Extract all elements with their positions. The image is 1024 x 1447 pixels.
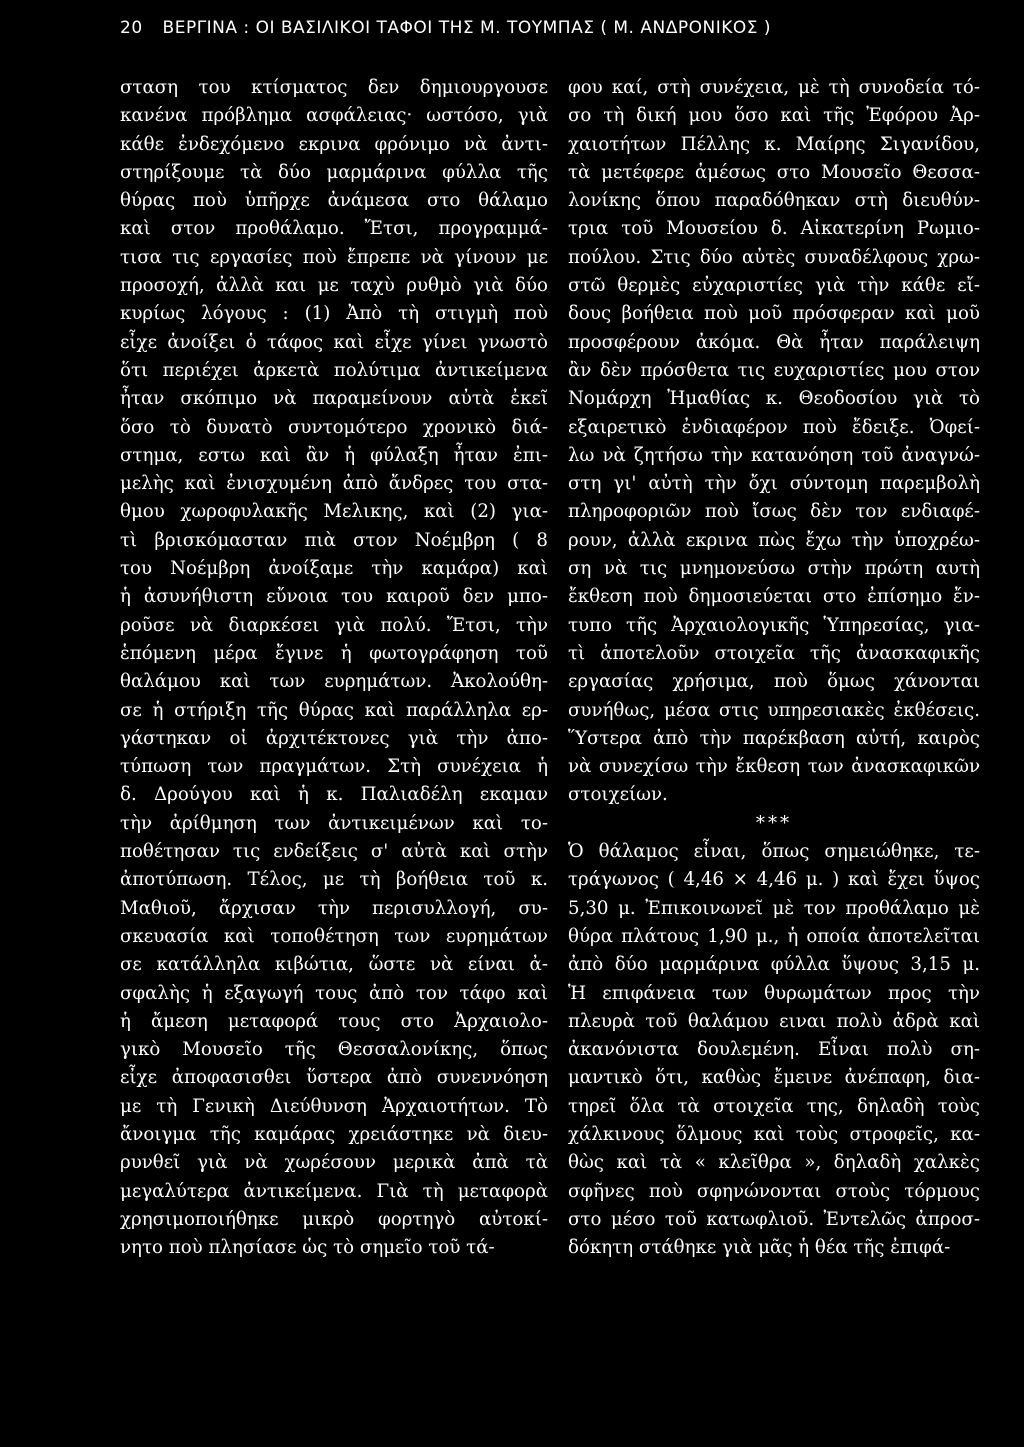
text-line: γάστηκαν οἱ ἀρχιτέκτονες γιὰ τὴν ἀπο- [120, 727, 548, 749]
text-line: ἂν δὲν πρόσθετα τις ευχαριστίες μου στον [568, 359, 980, 381]
text-line: ση νὰ τις μνημονεύσω στὴν πρώτη αυτὴ [568, 558, 980, 580]
text-line: στῶ θερμὲς εὐχαριστίες γιὰ τὴν κάθε εἴ- [568, 275, 980, 297]
text-line: χαιοτήτων Πέλλης κ. Μαίρης Σιγανίδου, [568, 133, 980, 155]
text-line: τράγωνος ( 4,46 × 4,46 μ. ) καὶ ἔχει ὕψος [568, 869, 980, 891]
text-line: σκευασία καὶ τοποθέτηση των ευρημάτων [120, 925, 548, 947]
text-line: ἑπόμενη μέρα ἔγινε ἡ φωτογράφηση τοῦ [120, 642, 548, 664]
page-number: 20 [120, 18, 143, 38]
text-line: ρυνθεῖ γιὰ νὰ χωρέσουν μερικὰ ἀπὰ τὰ [120, 1152, 548, 1174]
text-line: εἶχε ἀνοίξει ὁ τάφος καὶ εἶχε γίνει γνωστὸ [120, 331, 548, 353]
text-line: Ἡ επιφάνεια των θυρωμάτων προς τὴν [568, 982, 980, 1004]
text-line: ἡ ἀσυνήθιστη εὔνοια του καιροῦ δεν μπο- [120, 586, 548, 608]
text-line: μελὴς καὶ ἐνισχυμένη ἀπὸ ἄνδρες του στα- [120, 473, 548, 495]
text-line: θύρα πλάτους 1,90 μ., ἡ οποία ἀποτελεῖται [568, 925, 980, 947]
text-line: ἀκανόνιστα δουλεμένη. Εἶναι πολὺ ση- [568, 1039, 980, 1061]
text-line: τὴν ἀρίθμηση των ἀντικειμένων καὶ το- [120, 812, 548, 834]
text-line: ροῦσε νὰ διαρκέσει γιὰ πολύ. Ἔτσι, τὴν [120, 614, 548, 636]
text-line: μαντικὸ ὅτι, καθὼς ἔμεινε ἀνέπαφη, δια- [568, 1067, 980, 1089]
text-line: 5,30 μ. Ἐπικοινωνεῖ μὲ τον προθάλαμο μὲ [568, 897, 980, 919]
text-line: τυπο τῆς Ἀρχαιολογικῆς Ὑπηρεσίας, για- [568, 614, 980, 636]
text-line: προσοχή, ἀλλὰ και με ταχὺ ρυθμὸ γιὰ δύο [120, 275, 548, 297]
text-line: συνήθως, μέσα στις υπηρεσιακὲς ἐκθέσεις. [568, 699, 980, 721]
text-line: γικὸ Μουσεῖο τῆς Θεσσαλονίκης, ὅπως [120, 1039, 548, 1061]
text-line: πούλου. Στις δύο αὐτὲς συναδέλφους χρω- [568, 246, 980, 268]
text-line: μεγαλύτερα ἀντικείμενα. Γιὰ τὴ μεταφορὰ [120, 1180, 548, 1202]
text-line: στημα, εστω καὶ ἂν ἡ φύλαξη ἦταν ἐπι- [120, 444, 548, 466]
text-line: ἡ ἄμεση μεταφορά τους στο Ἀρχαιολο- [120, 1010, 548, 1032]
right-column [568, 74, 980, 1262]
text-line: τύπωση των πραγμάτων. Στὴ συνέχεια ἡ [120, 756, 548, 778]
text-line: τὶ ἀποτελοῦν στοιχεῖα τῆς ἀνασκαφικῆς [568, 642, 980, 664]
text-line: ἀποτύπωση. Τέλος, με τὴ βοήθεια τοῦ κ. [120, 869, 548, 891]
text-line: στηρίξουμε τὰ δύο μαρμάρινα φύλλα τῆς [120, 161, 548, 183]
text-line: πληροφοριῶν ποὺ ἴσως δὲν τον ενδιαφέ- [568, 501, 980, 523]
text-line: τρια τοῦ Μουσείου δ. Αἰκατερίνη Ρωμιο- [568, 218, 980, 240]
text-line: σφαλὴς ἡ εξαγωγή τους ἀπὸ τον τάφο καὶ [120, 982, 548, 1004]
text-line: ποθέτησαν τις ενδείξεις σ' αὐτὰ καὶ στὴν [120, 841, 548, 863]
text-line: Ὁ θάλαμος εἶναι, ὅπως σημειώθηκε, τε- [568, 841, 980, 863]
text-line: Νομάρχη Ἠμαθίας κ. Θεοδοσίου γιὰ τὸ [568, 388, 980, 410]
text-line: ἄνοιγμα τῆς καμάρας χρειάστηκε νὰ διευ- [120, 1123, 548, 1145]
text-line: προσφέρουν ἀκόμα. Θὰ ἦταν παράλειψη [568, 331, 980, 353]
text-line: νὰ συνεχίσω τὴν ἔκθεση των ἀνασκαφικῶν [568, 756, 980, 778]
text-line: σο τὴ δική μου ὅσο καὶ τῆς Ἐφόρου Ἀρ- [568, 105, 980, 127]
text-line: ἀπὸ δύο μαρμάρινα φύλλα ὕψους 3,15 μ. [568, 954, 980, 976]
text-line: του Νοέμβρη ἀνοίξαμε τὴν καμάρα) καὶ [120, 558, 548, 580]
text-line: δ. Δρούγου καὶ ἡ κ. Παλιαδέλη εκαμαν [120, 784, 548, 806]
text-line: ὅτι περιέχει ἀρκετὰ πολύτιμα ἀντικείμενα [120, 359, 548, 381]
running-title: ΒΕΡΓΙΝΑ : ΟΙ ΒΑΣΙΛΙΚΟΙ ΤΑΦΟΙ ΤΗΣ Μ. ΤΟΥΜΠΑΣ ( Μ. ΑΝΔΡΟΝΙΚΟΣ ) [162, 18, 772, 38]
text-line: με τὴ Γενικὴ Διεύθυνση Ἀρχαιοτήτων. Τὸ [120, 1095, 548, 1117]
text-line: δους βοήθεια ποὺ μοῦ πρόσφεραν καὶ μοῦ [568, 303, 980, 325]
text-line: θαλάμου καὶ των ευρημάτων. Ἀκολούθη- [120, 671, 548, 693]
text-line: θὼς καὶ τὰ « κλεῖθρα », δηλαδὴ χαλκὲς [568, 1152, 980, 1174]
text-line: σταση του κτίσματος δεν δημιουργουσε [120, 77, 548, 98]
text-line: ἦταν σκόπιμο νὰ παραμείνουν αὐτὰ ἐκεῖ [120, 388, 548, 410]
text-line: νητο ποὺ πλησίασε ὡς τὸ σημεῖο τοῦ τά- [120, 1237, 495, 1259]
text-line: στο μέσο τοῦ κατωφλιοῦ. Ἐντελῶς ἀπροσ- [568, 1208, 980, 1230]
left-column [120, 74, 548, 1262]
text-line: στοιχείων. [568, 784, 668, 806]
text-line: δόκητη στάθηκε γιὰ μᾶς ἡ θέα τῆς ἐπιφά- [568, 1237, 951, 1259]
text-line: ὅσο τὸ δυνατὸ συντομότερο χρονικὸ διά- [120, 416, 548, 438]
text-line: κυρίως λόγους : (1) Ἀπὸ τὴ στιγμὴ ποὺ [120, 303, 548, 325]
text-line: σε κατάλληλα κιβώτια, ὥστε νὰ είναι ἀ- [120, 954, 548, 976]
text-line: Μαθιοῦ, ἄρχισαν τὴν περισυλλογή, συ- [120, 897, 548, 919]
text-line: τὰ μετέφερε ἀμέσως στο Μουσεῖο Θεσσα- [568, 161, 980, 183]
text-line: κάθε ἐνδεχόμενο εκρινα φρόνιμο νὰ ἀντι- [120, 133, 548, 155]
text-line: τηρεῖ ὅλα τὰ στοιχεῖα της, δηλαδὴ τοὺς [568, 1095, 980, 1117]
text-line: θύρας ποὺ ὑπῆρχε ἀνάμεσα στο θάλαμο [120, 190, 548, 212]
text-line: σε ἡ στήριξη τῆς θύρας καὶ παράλληλα ερ- [120, 699, 548, 721]
text-line: χάλκινους ὅλμους καὶ τοὺς στροφεῖς, κα- [568, 1123, 980, 1145]
text-line: λονίκης ὅπου παραδόθηκαν στὴ διευθύν- [568, 190, 980, 212]
text-line: εργασίας χρήσιμα, ποὺ ὅμως χάνονται [568, 671, 980, 693]
text-line: τὶ βρισκόμασταν πιὰ στον Νοέμβρη ( 8 [120, 529, 548, 551]
text-line: φου καί, στὴ συνέχεια, μὲ τὴ συνοδεία τό- [568, 77, 980, 98]
text-line: εἶχε ἀποφασισθει ὕστερα ἀπὸ συνεννόηση [120, 1067, 548, 1089]
text-line: καὶ στον προθάλαμο. Ἔτσι, προγραμμά- [120, 218, 548, 240]
text-line: τισα τις εργασίες ποὺ ἔπρεπε νὰ γίνουν με [120, 246, 548, 268]
text-line: πλευρὰ τοῦ θαλάμου ειναι πολὺ ἀδρὰ καὶ [568, 1010, 980, 1032]
text-line: Ὕστερα ἀπὸ τὴν παρέκβαση αὐτή, καιρὸς [568, 727, 980, 749]
text-line: κανένα πρόβλημα ασφάλειας· ωστόσο, γιὰ [120, 105, 548, 127]
text-line: χρησιμοποιήθηκε μικρὸ φορτηγὸ αὐτοκί- [120, 1208, 548, 1230]
text-line: ἔκθεση ποὺ δημοσιεύεται στο ἐπίσημο ἔν- [568, 586, 980, 608]
text-line: εξαιρετικὸ ἐνδιαφέρον ποὺ ἔδειξε. Ὀφεί- [568, 416, 980, 438]
text-line: σφῆνες ποὺ σφηνώνονται στοὺς τόρμους [568, 1180, 980, 1202]
text-line: θμου χωροφυλακῆς Μελικης, καὶ (2) για- [120, 501, 548, 523]
running-header [120, 18, 980, 38]
text-line: *** [755, 812, 793, 834]
text-line: λω νὰ ζητήσω τὴν κατανόηση τοῦ ἀναγνώ- [568, 444, 980, 466]
text-line: στη γι' αὐτὴ τὴν ὄχι σύντομη παρεμβολὴ [568, 473, 980, 495]
text-line: ρουν, ἀλλὰ εκρινα πὼς ἔχω τὴν ὑποχρέω- [568, 529, 980, 551]
